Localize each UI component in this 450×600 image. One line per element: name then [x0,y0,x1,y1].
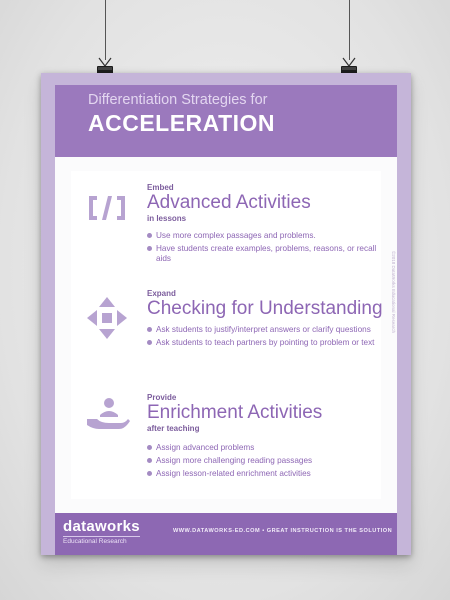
poster [41,73,411,555]
bullet-dot [147,458,152,463]
logo-tagline: Educational Research [63,536,140,545]
poster-top-band [41,73,411,85]
four-arrows-icon [85,295,129,341]
list-item: Assign more challenging reading passages [147,456,379,466]
poster-right-band [397,73,411,555]
section-title: Advanced Activities [147,192,311,213]
list-item: Ask students to justify/interpret answers or clarify questions [147,325,379,335]
section-verb: Expand [147,289,176,298]
list-item: Assign advanced problems [147,443,379,453]
bullet-dot [147,471,152,476]
list-item: Use more complex passages and problems. [147,231,379,241]
poster-footer [55,513,397,555]
list-item: Assign lesson-related enrichment activities [147,469,379,479]
poster-left-band [41,73,55,555]
bullet-dot [147,340,152,345]
bullet-dot [147,233,152,238]
footer-text: WWW.DATAWORKS-ED.COM • GREAT INSTRUCTION IS THE SOLUTION [173,528,393,534]
poster-content [71,171,381,499]
logo-name: dataworks [63,518,140,535]
brackets-slash-icon [85,193,129,223]
section-checking-understanding [71,289,381,384]
bullet-dot [147,445,152,450]
dataworks-logo [63,519,140,545]
section-title: Checking for Understanding [147,298,383,319]
section-title: Enrichment Activities [147,402,323,423]
list-item: Have students create examples, problems, reasons, or recall aids [147,244,379,264]
bullet-dot [147,246,152,251]
header-title: ACCELERATION [88,110,276,136]
header-subtitle: Differentiation Strategies for [88,92,268,108]
section-advanced-activities [71,183,381,283]
hanging-wire-right [349,0,350,60]
copyright-note: ©2018 DataWorks Educational Research [391,250,396,333]
section-qualifier: in lessons [147,214,187,223]
bullet-list [147,325,379,351]
section-qualifier: after teaching [147,424,200,433]
section-enrichment-activities [71,393,381,497]
section-verb: Embed [147,183,174,192]
hand-person-icon [85,397,131,431]
bullet-dot [147,327,152,332]
section-verb: Provide [147,393,177,402]
bullet-list [147,231,379,267]
hanging-wire-left [105,0,106,60]
list-item: Ask students to teach partners by pointing to problem or text [147,338,379,348]
bullet-list [147,443,379,482]
poster-header [55,85,397,157]
